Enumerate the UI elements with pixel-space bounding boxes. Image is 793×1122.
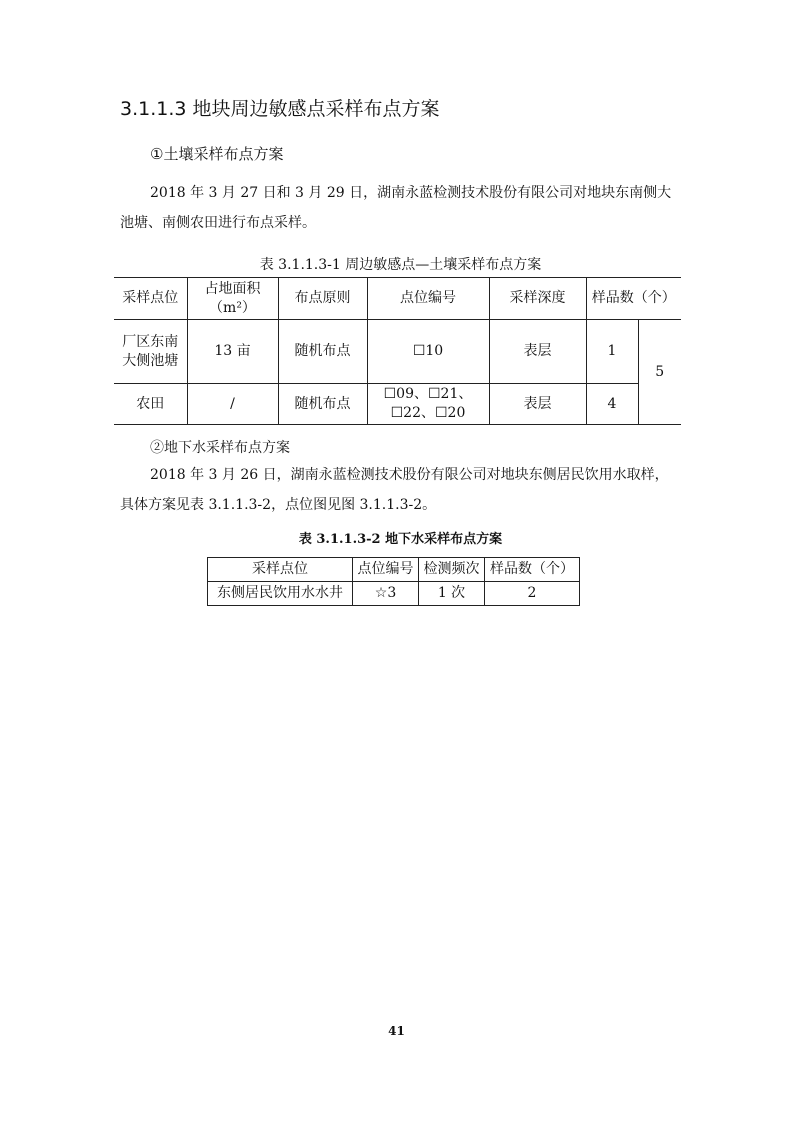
location-cell: 农田 bbox=[114, 384, 187, 425]
header-cell: 采样点位 bbox=[114, 278, 187, 320]
header-cell bbox=[187, 278, 278, 320]
total-cell: 5 bbox=[638, 320, 681, 425]
area-header-label: 占地面积（m²） bbox=[204, 280, 261, 316]
header-cell: 采样深度 bbox=[489, 278, 586, 320]
principle-cell: 随机布点 bbox=[278, 384, 367, 425]
groundwater-heading: ②地下水采样布点方案 bbox=[150, 440, 290, 456]
groundwater-sampling-table bbox=[207, 557, 580, 606]
groundwater-table-caption: 表 3.1.1.3-2 地下水采样布点方案 bbox=[298, 532, 503, 547]
count-cell: 2 bbox=[485, 582, 580, 606]
header-cell: 点位编号 bbox=[367, 278, 489, 320]
frequency-cell: 1 次 bbox=[419, 582, 485, 606]
code-cell: ☆3 bbox=[353, 582, 419, 606]
header-cell: 样品数（个） bbox=[485, 558, 580, 582]
location-cell: 厂区东南大侧池塘 bbox=[114, 320, 187, 384]
header-cell: 布点原则 bbox=[278, 278, 367, 320]
header-cell: 点位编号 bbox=[353, 558, 419, 582]
header-cell: 采样点位 bbox=[208, 558, 353, 582]
codes-cell: ☐09、☐21、☐22、☐20 bbox=[367, 384, 489, 425]
area-cell: 13 亩 bbox=[187, 320, 278, 384]
table-row bbox=[208, 582, 580, 606]
table-row bbox=[114, 320, 681, 384]
groundwater-paragraph: 2018 年 3 月 26 日，湖南永蓝检测技术股份有限公司对地块东侧居民饮用水取样，具体方案见表 3.1.1.3-2，点位图见图 3.1.1.3-2。 bbox=[120, 467, 669, 513]
depth-cell: 表层 bbox=[489, 320, 586, 384]
header-cell: 样品数（个） bbox=[586, 278, 681, 320]
soil-sampling-table bbox=[114, 277, 681, 425]
soil-table-caption: 表 3.1.1.3-1 周边敏感点—土壤采样布点方案 bbox=[259, 257, 542, 273]
principle-cell: 随机布点 bbox=[278, 320, 367, 384]
table-header-row bbox=[208, 558, 580, 582]
page-number: 41 bbox=[388, 1024, 405, 1038]
section-heading: 3.1.1.3 地块周边敏感点采样布点方案 bbox=[120, 98, 440, 120]
soil-paragraph: 2018 年 3 月 27 日和 3 月 29 日，湖南永蓝检测技术股份有限公司对地块东南侧大池塘、南侧农田进行布点采样。 bbox=[120, 185, 672, 231]
count-cell: 4 bbox=[586, 384, 638, 425]
table-row bbox=[114, 384, 681, 425]
table-header-row bbox=[114, 278, 681, 320]
codes-cell: ☐10 bbox=[367, 320, 489, 384]
soil-heading: ①土壤采样布点方案 bbox=[150, 145, 284, 163]
location-cell: 东侧居民饮用水水井 bbox=[208, 582, 353, 606]
header-cell: 检测频次 bbox=[419, 558, 485, 582]
count-cell: 1 bbox=[586, 320, 638, 384]
area-cell: / bbox=[187, 384, 278, 425]
depth-cell: 表层 bbox=[489, 384, 586, 425]
